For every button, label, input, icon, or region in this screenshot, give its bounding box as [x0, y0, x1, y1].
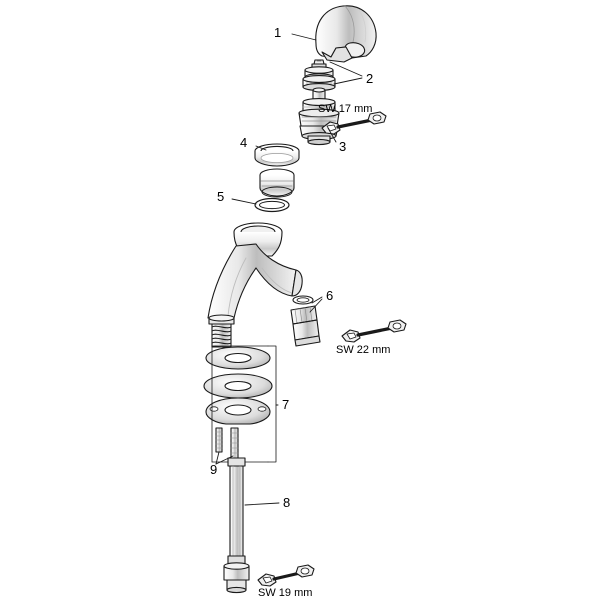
- part-cartridge-seat: [260, 169, 294, 197]
- tool-label-sw22: SW 22 mm: [336, 344, 391, 356]
- tool-label-sw19: SW 19 mm: [258, 587, 313, 599]
- callout-7: 7: [282, 397, 290, 412]
- callout-2: 2: [366, 71, 374, 86]
- callout-8: 8: [283, 495, 291, 510]
- callout-3: 3: [339, 139, 347, 154]
- part-faucet-body: [208, 223, 302, 324]
- part-fixing-screw: [216, 428, 238, 458]
- part-threaded-shank: [212, 324, 231, 348]
- wrench-sw19: [258, 565, 314, 586]
- callout-9: 9: [210, 462, 218, 477]
- part-cartridge-nut: [255, 144, 299, 166]
- callout-6: 6: [326, 288, 334, 303]
- tool-label-sw17: SW 17 mm: [318, 103, 373, 115]
- part-aerator: [291, 296, 320, 346]
- part-lever-handle: [316, 6, 376, 62]
- wrench-sw22: [342, 320, 406, 342]
- part-bottom-nut: [224, 563, 249, 593]
- part-mounting-set: [204, 346, 276, 462]
- callout-4: 4: [240, 135, 248, 150]
- callout-1: 1: [274, 25, 282, 40]
- part-flexible-hose: [228, 458, 245, 566]
- callout-5: 5: [217, 189, 225, 204]
- part-o-ring: [255, 199, 289, 212]
- part-handle-screw-set: [303, 60, 335, 90]
